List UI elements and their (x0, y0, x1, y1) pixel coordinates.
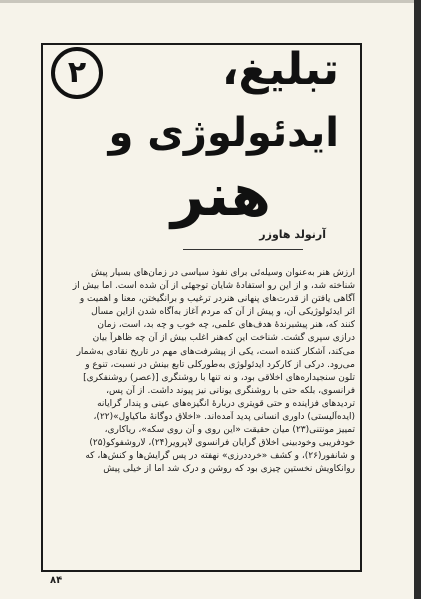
body-line: آگاهی یافتن از قدرت‌های پنهانی هنردر ترغیب و برانگیختن، معنا و اهمیت و (79, 294, 355, 305)
page-top-edge (0, 0, 421, 3)
body-line: روانکاویش نخستین چیزی بود که روشن و درک شد اما از خیلی پیش (103, 464, 355, 475)
page-number: ۸۴ (50, 575, 63, 586)
body-line: تمییز مونتنی(۲۳) میان حقیقت «این روی و آن روی سکه»، ریاکاری، (104, 425, 355, 436)
title-line-2: ایدئولوژی و (108, 110, 339, 156)
body-line: خودفریبی وخودبینی اخلاق گرایان فرانسوی لاپرویر(۲۴)، لاروشفوکو(۲۵) (89, 438, 355, 449)
body-line: فرانسوی، بلکه حتی با روشنگری یونانی نیز پیوند داشت. از آن پس، (106, 385, 355, 396)
body-text (52, 267, 355, 555)
title-line-1: تبلیغ، (221, 44, 339, 95)
author-underline (183, 249, 303, 250)
body-line: می‌کند، آشکار کننده است، یکی از پیشرفت‌های مهم در تاریخ نقادی به‌شمار (76, 346, 355, 357)
body-line: درازی سپری گشت. شناخت این که‌هنر اغلب بیش از آن چه ظاهراً بیان (92, 333, 355, 344)
chapter-number: ۲ (67, 55, 87, 90)
author-name: آرنولد هاوزر (259, 228, 326, 241)
body-line: کنند که، هنر پیشبرندهٔ هدف‌های علمی، چه خوب و چه بد، است، زمان (97, 320, 355, 331)
body-line: (ایده‌آلیستی) داوری انسانی پدید آمده‌اند. «اخلاق دوگانهٔ ماکیاول»(۲۲)، (93, 412, 355, 423)
body-line: اثر ایدئولوژیکی آن، و پیش از آن که مردم آغاز به‌آگاه شدن ازاین مسأل (91, 307, 355, 318)
body-line: و شانفور(۲۶)، و کشف «خرددرزی» نهفته در پس گرایش‌ها و کنش‌ها، که (85, 451, 355, 462)
body-line: تردیدهای فزاینده و حتی قویتری دربارهٔ انگیزه‌های عینی و پندار گرایانه (97, 398, 355, 409)
body-line: ارزش هنر به‌عنوان وسیله‌ئی برای نفوذ سیاسی در زمان‌های بسیار پیش (90, 268, 355, 278)
body-line: تلون سنجیداره‌های اخلاقی بود، و نه تنها با روشنگری [(عصر) روشنفکری] (83, 372, 355, 383)
body-line: شناخته شد، و از این رو استفادهٔ شایان توجهئی از آن شده است. اما بیش از (72, 281, 355, 292)
title-line-3: هنر (171, 161, 271, 229)
body-line: می‌رود. درکی از کارکرد ایدئولوژی به‌طورکلی تابع بینش در نسبت، تنوع و (85, 359, 355, 370)
page-binding-edge (414, 0, 421, 599)
chapter-number-badge (51, 47, 103, 99)
